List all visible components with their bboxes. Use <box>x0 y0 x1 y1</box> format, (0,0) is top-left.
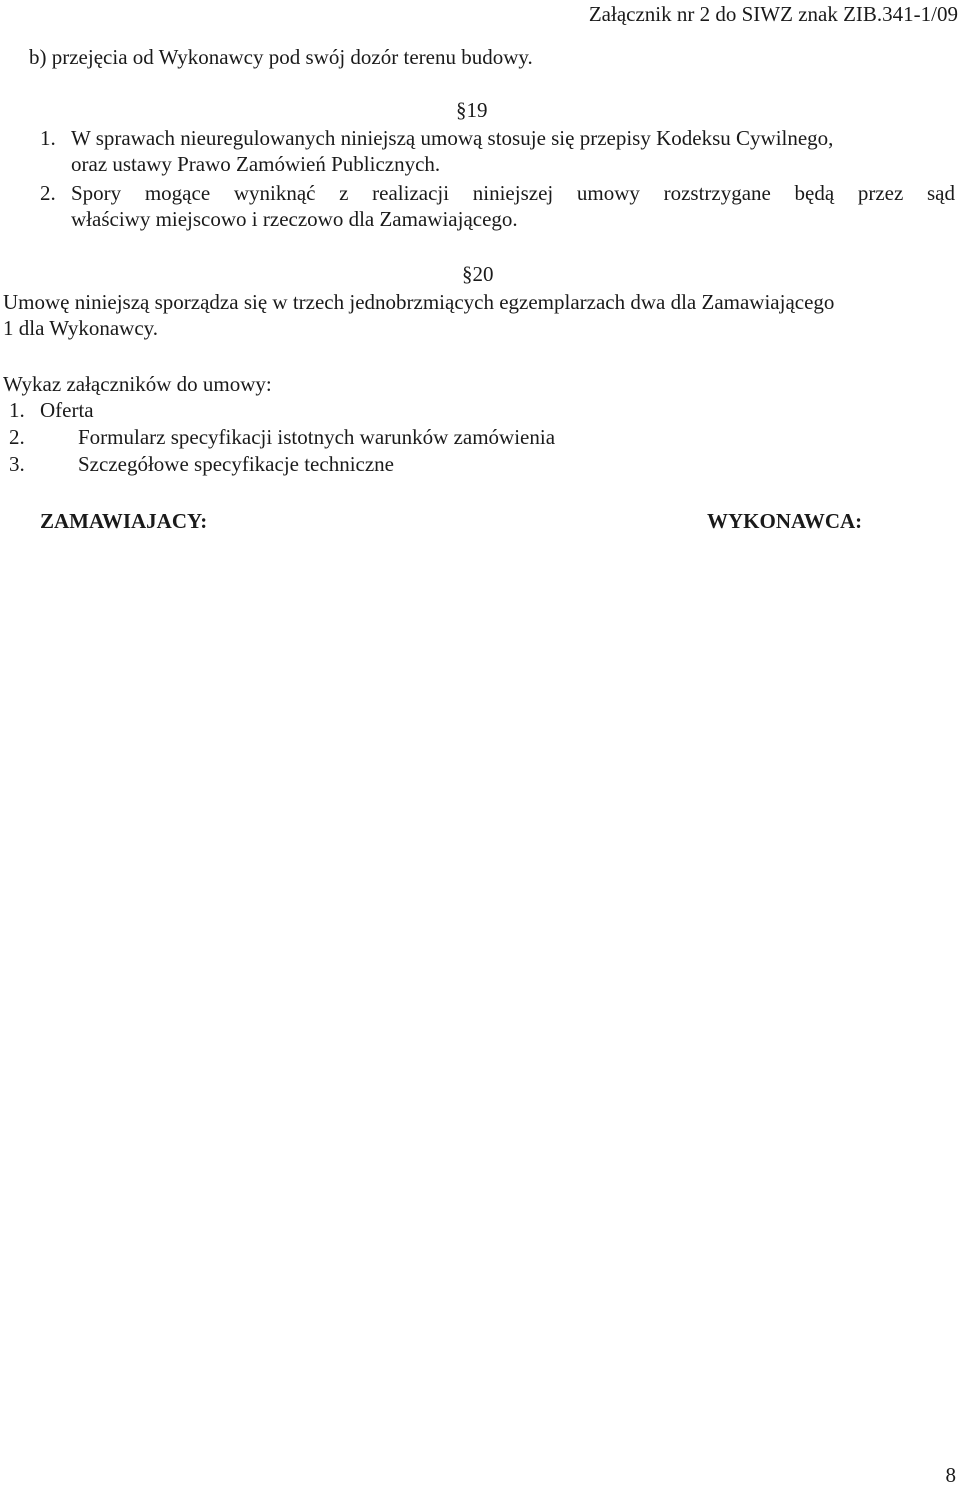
attachment-2-label: Formularz specyfikacji istotnych warunków zamówienia <box>78 425 556 449</box>
signature-wykonawca: WYKONAWCA: <box>707 509 863 533</box>
section-20-number: 20 <box>472 262 494 286</box>
section-19-item-2-line-1: Spory mogące wyniknąć z realizacji niniejszej umowy rozstrzygane będą przez sąd <box>71 181 955 205</box>
section-20-line-1: Umowę niniejszą sporządza się w trzech jednobrzmiących egzemplarzach dwa dla Zamawiającego <box>3 290 835 314</box>
section-sign-icon: § <box>456 98 467 122</box>
section-19-item-1-number: 1. <box>40 126 56 150</box>
section-19-item-2-line-2: właściwy miejscowo i rzeczowo dla Zamawiającego. <box>71 207 518 231</box>
attachment-3-number: 3. <box>9 452 25 476</box>
section-19-item-2-number: 2. <box>40 181 56 205</box>
attachment-1-number: 1. <box>9 398 25 422</box>
signature-zamawiajacy: ZAMAWIAJACY: <box>40 509 208 533</box>
section-20-heading <box>462 261 494 287</box>
section-20-line-2: 1 dla Wykonawcy. <box>3 316 159 340</box>
attachment-2-number: 2. <box>9 425 25 449</box>
section-sign-icon: § <box>462 262 473 286</box>
attachment-3-label: Szczegółowe specyfikacje techniczne <box>78 452 394 476</box>
section-19-item-1-line-1: W sprawach nieuregulowanych niniejszą umową stosuje się przepisy Kodeksu Cywilnego, <box>71 126 834 150</box>
document-header: Załącznik nr 2 do SIWZ znak ZIB.341-1/09 <box>588 2 958 26</box>
section-19-item-1-line-2: oraz ustawy Prawo Zamówień Publicznych. <box>71 152 441 176</box>
page-number: 8 <box>945 1463 956 1487</box>
item-b-text: b) przejęcia od Wykonawcy pod swój dozór terenu budowy. <box>29 45 533 69</box>
section-19-heading <box>456 97 488 123</box>
attachment-1-label: Oferta <box>40 398 94 422</box>
section-19-number: 19 <box>466 98 488 122</box>
attachments-title: Wykaz załączników do umowy: <box>3 372 272 396</box>
